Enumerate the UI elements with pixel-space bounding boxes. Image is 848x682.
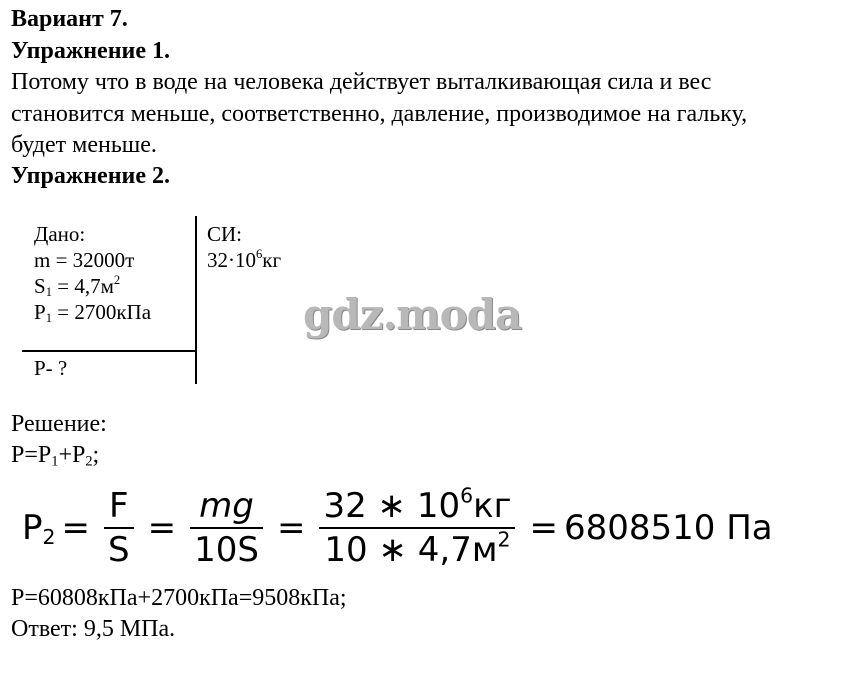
pressure-subscript: 1 (45, 311, 52, 326)
si-label: СИ: (207, 222, 243, 246)
exercise1-text-line-2: становится меньше, соответственно, давление, производимое на гальку, (11, 101, 748, 127)
fraction-1-denominator: S (108, 530, 130, 570)
solution-sum-equation (11, 441, 99, 469)
denominator-exponent: 2 (497, 527, 511, 552)
given-area (34, 273, 120, 299)
fraction-2-numerator: mg (199, 486, 254, 526)
fraction-2-denominator: 10S (194, 530, 259, 570)
given-divider-horizontal (22, 350, 196, 352)
fraction-1-numerator: F (109, 486, 129, 526)
eq-plus-p: +P (58, 442, 86, 468)
find-label: P- ? (34, 356, 68, 380)
pressure-symbol: P (34, 300, 46, 324)
solution-label: Решение: (11, 411, 107, 437)
area-value: = 4,7м (51, 274, 114, 298)
equals-sign-4: = (529, 508, 558, 548)
si-mass-base: 32·10 (207, 248, 256, 272)
pressure-formula (22, 478, 773, 578)
denominator-base: 10 ∗ 4,7м (324, 530, 498, 570)
area-exponent: 2 (113, 273, 121, 288)
si-mass (207, 247, 281, 273)
numerator-base: 32 ∗ 10 (323, 486, 461, 526)
equals-sign-3: = (276, 508, 306, 548)
area-subscript: 1 (45, 285, 52, 300)
formula-lhs (22, 508, 56, 548)
fraction-force-area (104, 485, 134, 571)
equals-sign-1: = (61, 508, 90, 548)
fraction-3-numerator (319, 485, 515, 527)
exercise1-text-line-1: Потому что в воде на человека действует выталкивающая сила и вес (11, 69, 712, 95)
formula-lhs-subscript: 2 (42, 525, 56, 550)
si-mass-exponent: 6 (256, 247, 263, 262)
total-pressure-line: P=60808кПа+2700кПа=9508кПа; (11, 585, 347, 611)
eq-p: P=P (11, 442, 52, 468)
numerator-exponent: 6 (460, 483, 474, 508)
fraction-mg-area (190, 485, 263, 571)
area-symbol: S (34, 274, 46, 298)
fraction-3-denominator (320, 529, 514, 571)
equals-sign-2: = (147, 508, 177, 548)
answer-line: Ответ: 9,5 МПа. (11, 616, 176, 642)
exercise1-heading: Упражнение 1. (11, 38, 171, 64)
formula-lhs-symbol: P (22, 508, 43, 548)
given-pressure (34, 299, 151, 325)
fraction-values (319, 485, 515, 571)
given-mass: m = 32000т (34, 248, 135, 272)
eq-end: ; (92, 442, 100, 468)
eq-sub-1: 1 (51, 453, 59, 470)
si-mass-unit: кг (262, 248, 282, 272)
eq-sub-2: 2 (85, 453, 93, 470)
given-divider-vertical (195, 216, 197, 384)
variant-heading: Вариант 7. (11, 6, 128, 32)
formula-result: 6808510 Па (563, 508, 773, 548)
numerator-unit: кг (473, 486, 512, 526)
given-label: Дано: (34, 222, 86, 246)
watermark-logo: gdz.moda (303, 290, 522, 339)
pressure-value: = 2700кПа (51, 300, 152, 324)
exercise1-text-line-3: будет меньше. (11, 132, 157, 158)
exercise2-heading: Упражнение 2. (11, 163, 171, 189)
